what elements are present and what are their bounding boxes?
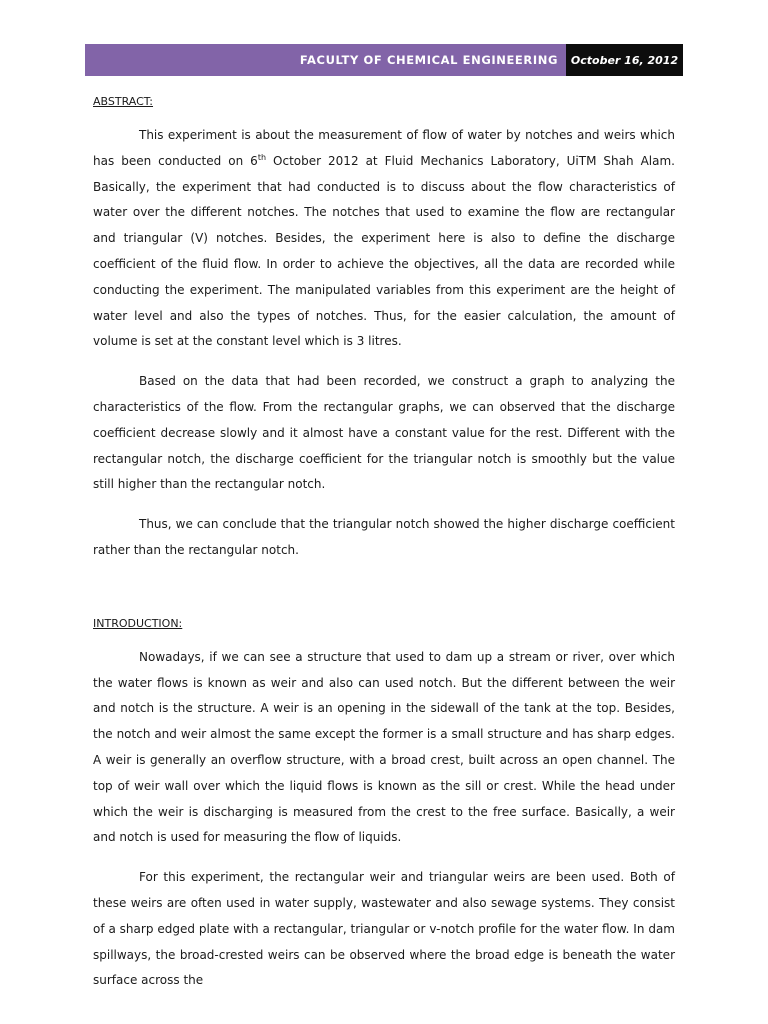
abstract-paragraph-1	[93, 123, 675, 355]
abstract-paragraph-2: Based on the data that had been recorded, we construct a graph to analyzing the characteristics of the flow. From the rectangular graphs, we can observed that the discharge coefficient decrease slowly and it almost have a constant value for the rest. Different with the rectangular notch, the discharge coefficient for the triangular notch is smoothly but the value still higher than the rectangular notch.	[93, 374, 675, 492]
abstract-heading: ABSTRACT:	[93, 95, 154, 108]
ordinal-superscript: th	[257, 152, 267, 162]
document-body	[93, 94, 675, 994]
abstract-p1-text-b: October 2012 at Fluid Mechanics Laboratory, UiTM Shah Alam. Basically, the experiment that had conducted is to discuss about the flow characteristics of water over the different notches. The notches that used to examine the flow are rectangular and triangular (V) notches. Besides, the experiment here is also to define the discharge coefficient of the fluid flow. In order to achieve the objectives, all the data are recorded while conducting the experiment. The manipulated variables from this experiment are the height of water level and also the types of notches. Thus, for the easier calculation, the amount of volume is set at the constant level which is 3 litres.	[93, 153, 676, 349]
abstract-p1-text-a: This experiment is about the measurement of flow of water by notches and weirs which has been conducted on 6	[93, 128, 675, 168]
header-date: October 16, 2012	[566, 44, 683, 76]
introduction-paragraph-1: Nowadays, if we can see a structure that used to dam up a stream or river, over which the water flows is known as weir and also can used notch. But the different between the weir and notch is the structure. A weir is an opening in the sidewall of the tank at the top. Besides, the notch and weir almost the same except the former is a small structure and has sharp edges. A weir is generally an overflow structure, with a broad crest, built across an open channel. The top of weir wall over which the liquid flows is known as the sill or crest. While the head under which the weir is discharging is measured from the crest to the free surface. Basically, a weir and notch is used for measuring the flow of liquids.	[93, 649, 675, 845]
abstract-paragraph-3: Thus, we can conclude that the triangular notch showed the higher discharge coefficient rather than the rectangular notch.	[93, 517, 675, 557]
page-header	[85, 44, 683, 76]
introduction-paragraph-2: For this experiment, the rectangular weir and triangular weirs are been used. Both of these weirs are often used in water supply, wastewater and also sewage systems. They consist of a sharp edged plate with a rectangular, triangular or v-notch profile for the water flow. In dam spillways, the broad-crested weirs can be observed where the broad edge is beneath the water surface across the	[93, 870, 675, 988]
header-title-bar	[85, 44, 566, 76]
introduction-heading: INTRODUCTION:	[93, 616, 183, 630]
faculty-title: FACULTY OF CHEMICAL ENGINEERING	[299, 53, 558, 67]
